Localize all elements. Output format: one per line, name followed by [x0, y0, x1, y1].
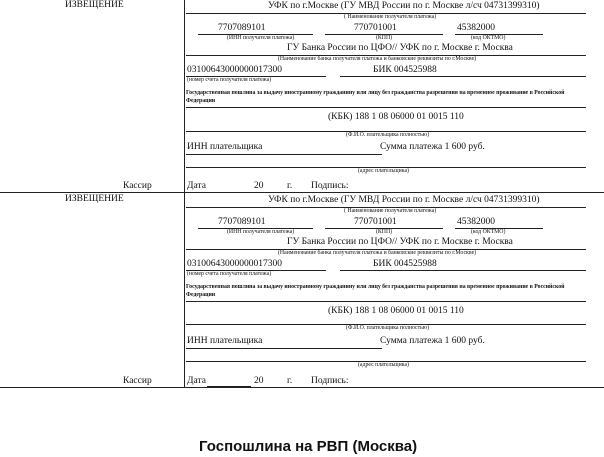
bank-bik: БИК 004525988	[373, 259, 437, 269]
kbk-code: (КБК) 188 1 08 06000 01 0015 110	[328, 306, 464, 316]
cashier-label: Кассир	[123, 376, 152, 386]
recipient-oktmo: 45382000	[457, 217, 495, 227]
recipient-kpp: 770701001	[354, 217, 397, 227]
slip-divider	[0, 387, 604, 388]
recipient-oktmo: 45382000	[457, 23, 495, 33]
page-title: Госпошлина на РВП (Москва)	[199, 438, 418, 455]
year-suffix: г.	[287, 181, 293, 191]
fio-caption: (Ф.И.О. плательщика полностью)	[346, 132, 430, 138]
address-caption: (адрес плательщика)	[358, 362, 409, 368]
oktmo-caption: (код ОКТМО)	[471, 229, 506, 235]
bank-name: ГУ Банка России по ЦФО// УФК по г. Москве г. Москва	[287, 43, 513, 53]
payment-purpose: Государственная пошлина за выдачу иностранному гражданину или лицу без гражданства разрешения на временное проживание в Российской Федерации	[186, 90, 565, 104]
recipient-caption: ( Наименование получателя платежа)	[344, 208, 437, 214]
fio-caption: (Ф.И.О. плательщика полностью)	[346, 325, 430, 331]
date-label: Дата	[187, 376, 206, 386]
cashier-label: Кассир	[123, 181, 152, 191]
recipient-account: 03100643000000017300	[187, 259, 282, 269]
recipient-inn: 7707089101	[218, 23, 266, 33]
date-label: Дата	[187, 181, 206, 191]
inn-caption: (ИНН получателя платежа)	[227, 35, 295, 41]
slip-divider	[0, 192, 604, 193]
year-prefix: 20	[254, 376, 264, 386]
oktmo-caption: (код ОКТМО)	[471, 35, 506, 41]
signature-label: Подпись:	[311, 181, 349, 191]
recipient-caption: ( Наименование получателя платежа)	[344, 14, 437, 20]
payer-inn-label: ИНН плательщика	[187, 336, 263, 346]
column-divider	[184, 193, 185, 387]
kpp-caption: (КПП)	[376, 229, 393, 235]
kbk-code: (КБК) 188 1 08 06000 01 0015 110	[328, 112, 464, 122]
recipient-kpp: 770701001	[354, 23, 397, 33]
bank-name: ГУ Банка России по ЦФО// УФК по г. Москве г. Москва	[287, 237, 513, 247]
signature-label: Подпись:	[311, 376, 349, 386]
payment-purpose: Государственная пошлина за выдачу иностранному гражданину или лицу без гражданства разрешения на временное проживание в Российской Федерации	[186, 284, 565, 298]
bank-caption: (Наименование банка получателя платежа и банковские реквизиты по г.Москве)	[278, 56, 477, 62]
recipient-name: УФК по г.Москве (ГУ МВД России по г. Москве л/сч 04731399310)	[268, 1, 540, 11]
recipient-account: 03100643000000017300	[187, 65, 282, 75]
kpp-caption: (КПП)	[376, 35, 393, 41]
recipient-inn: 7707089101	[218, 217, 266, 227]
payer-inn-label: ИНН плательщика	[187, 142, 263, 152]
account-caption: (номер счета получателя платежа)	[187, 271, 272, 277]
slip-label: ИЗВЕЩЕНИЕ	[65, 0, 124, 10]
inn-caption: (ИНН получателя платежа)	[227, 229, 295, 235]
recipient-name: УФК по г.Москве (ГУ МВД России по г. Москве л/сч 04731399310)	[268, 195, 540, 205]
payment-sum: Сумма платежа 1 600 руб.	[380, 336, 485, 346]
account-caption: (номер счета получателя платежа)	[187, 77, 272, 83]
address-caption: (адрес плательщика)	[358, 168, 409, 174]
year-prefix: 20	[254, 181, 264, 191]
year-suffix: г.	[287, 376, 293, 386]
payment-sum: Сумма платежа 1 600 руб.	[380, 142, 485, 152]
slip-label: ИЗВЕЩЕНИЕ	[65, 194, 124, 204]
bank-bik: БИК 004525988	[373, 65, 437, 75]
bank-caption: (Наименование банка получателя платежа и банковские реквизиты по г.Москве)	[278, 250, 477, 256]
column-divider	[184, 0, 185, 192]
